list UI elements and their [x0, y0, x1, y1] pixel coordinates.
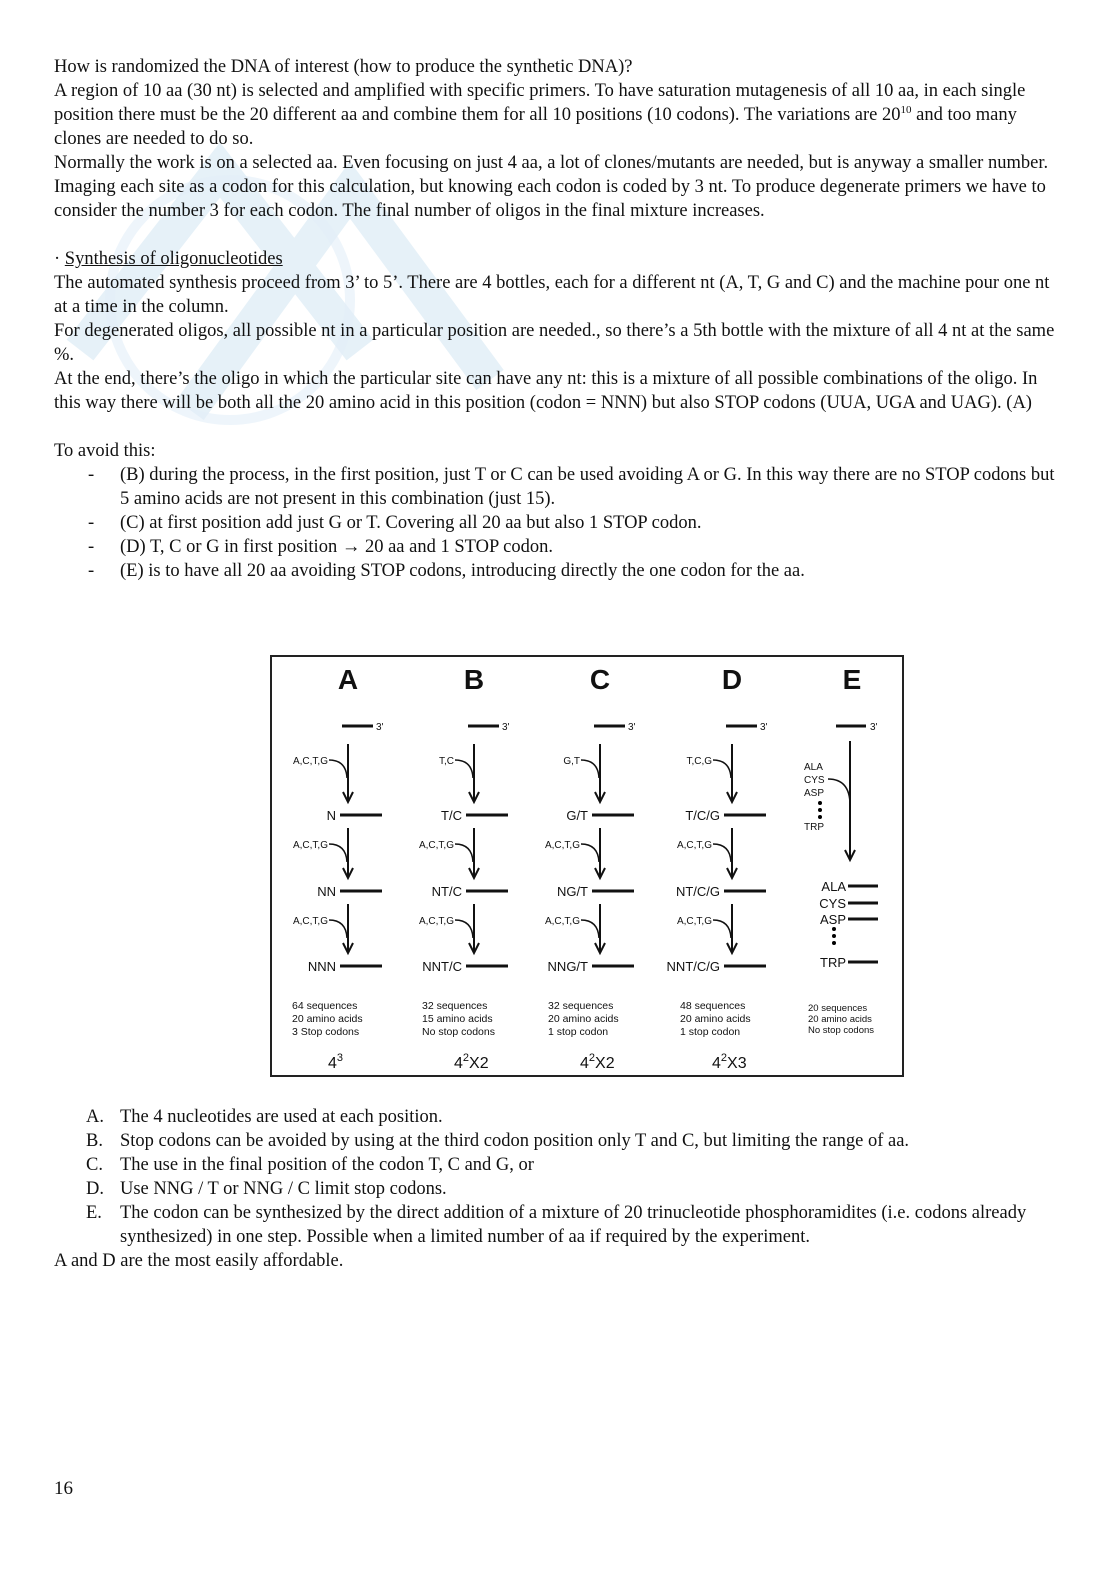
summary-line: 32 sequences [548, 1000, 614, 1012]
intro-paragraph-2: Normally the work is on a selected aa. Even focusing on just 4 aa, a lot of clones/mutants are needed, but is anyway a smaller number. Imaging each site as a codon for this calculation, but knowing each codon is coded by 3 nt. To produce degenerate primers we have to consider the number 3 for each codon. The final number of oligos in the final mixture increases. [54, 153, 1049, 221]
product-label: ALA [821, 879, 846, 894]
legend-list [54, 1105, 1064, 1249]
addition-hook [581, 844, 599, 862]
added-nucleotides-label: G,T [563, 756, 580, 767]
legend-item: B. Stop codons can be avoided by using at the third codon position only T and C, but limiting the range of aa. [86, 1131, 910, 1151]
added-nucleotides-label: A,C,T,G [544, 840, 580, 851]
list-item: - (B) during the process, in the first position, just T or C can be used avoiding A or G. In this way there are no STOP codons but 5 amino acids are not present in this combination (just 15). [120, 463, 1064, 511]
legend-item: C. The use in the final position of the codon T, C and G, or [86, 1155, 534, 1175]
summary-line: 15 amino acids [422, 1013, 493, 1025]
synthesis-paragraph-1: The automated synthesis proceed from 3’ to 5’. There are 4 bottles, each for a different nt (A, T, G and C) and the machine pour one nt at a time in the column. [54, 273, 1050, 317]
legend-item: E. The codon can be synthesized by the direct addition of a mixture of 20 trinucleotide phosphoramidites (i.e. codons already synthesized) in one step. Possible when a limited number of aa if required by the experiment. [86, 1203, 1027, 1247]
ellipsis-dot-icon [832, 941, 836, 945]
ellipsis-dot-icon [818, 801, 822, 805]
product-label: CYS [819, 896, 846, 911]
product-label: NNT/C [422, 959, 462, 974]
addition-hook [581, 920, 599, 938]
summary-line: No stop codons [422, 1026, 495, 1038]
product-label: T/C [441, 808, 462, 823]
avoid-intro: To avoid this: [54, 441, 156, 461]
summary-line: 20 amino acids [680, 1013, 751, 1025]
ellipsis-dot-icon [832, 927, 836, 931]
summary-line: No stop codons [808, 1025, 875, 1036]
oligo-synthesis-figure [270, 655, 904, 1077]
list-item: - (E) is to have all 20 aa avoiding STOP codons, introducing directly the one codon for the aa. [120, 559, 1064, 583]
summary-line: 20 amino acids [548, 1013, 619, 1025]
added-codon-label: CYS [804, 775, 825, 786]
column-letter: A [337, 664, 359, 695]
addition-hook [828, 779, 850, 805]
product-label: NNT/C/G [666, 959, 720, 974]
list-item: - (C) at first position add just G or T. Covering all 20 aa but also 1 STOP codon. [120, 511, 1064, 535]
summary-line: 20 amino acids [808, 1014, 872, 1025]
page-number: 16 [54, 1478, 73, 1499]
product-label: N [326, 808, 336, 823]
formula-label: $4^2X2$ [454, 1052, 489, 1072]
column-letter: B [463, 664, 485, 695]
added-codon-label: TRP [804, 822, 824, 833]
addition-hook [329, 760, 347, 778]
added-nucleotides-label: A,C,T,G [544, 916, 580, 927]
summary-line: 1 stop codon [680, 1026, 741, 1038]
summary-line: 3 Stop codons [292, 1026, 360, 1038]
addition-hook [329, 844, 347, 862]
synthesis-paragraph-3: At the end, there’s the oligo in which the particular site can have any nt: this is a mixture of all possible combinations of the oligo. In this way there will be both all the 20 amino acid in this position (codon = NNN) but also STOP codons (UUA, UGA and UAG). (A) [54, 369, 1038, 413]
addition-hook [713, 760, 731, 778]
figure-legend [54, 1105, 1064, 1273]
added-codon-label: ASP [804, 788, 825, 799]
three-prime-label: 3' [628, 722, 636, 733]
summary-line: 20 sequences [808, 1003, 868, 1014]
legend-item: D. Use NNG / T or NNG / C limit stop codons. [86, 1179, 447, 1199]
product-label: NNN [307, 959, 336, 974]
three-prime-label: 3' [870, 722, 878, 733]
ellipsis-dot-icon [818, 808, 822, 812]
summary-line: 32 sequences [422, 1000, 488, 1012]
three-prime-label: 3' [502, 722, 510, 733]
added-nucleotides-label: A,C,T,G [676, 840, 712, 851]
product-label: ASP [819, 912, 846, 927]
conclusion-text: A and D are the most easily affordable. [54, 1251, 344, 1271]
intro-paragraph-1: A region of 10 aa (30 nt) is selected and amplified with specific primers. To have saturation mutagenesis of all 10 aa, in each single position there must be the 20 different aa and combine them for all 10 positions (10 codons). The variations are $20^{10}$ and too many clones are needed to do so. [54, 81, 1026, 149]
added-nucleotides-label: T,C,G [686, 756, 712, 767]
addition-hook [713, 920, 731, 938]
avoid-list [54, 463, 1064, 583]
added-nucleotides-label: A,C,T,G [676, 916, 712, 927]
synthesis-heading: · Synthesis of oligonucleotides [54, 249, 283, 269]
summary-line: 20 amino acids [292, 1013, 363, 1025]
column-letter: E [842, 664, 862, 695]
product-label: T/C/G [685, 808, 720, 823]
addition-hook [455, 760, 473, 778]
product-label: NNG/T [547, 959, 588, 974]
column-letter: C [589, 664, 611, 695]
legend-item: A. The 4 nucleotides are used at each position. [86, 1107, 443, 1127]
added-nucleotides-label: A,C,T,G [418, 916, 454, 927]
column-letter: D [721, 664, 743, 695]
product-label: NT/C/G [675, 884, 720, 899]
product-label: TRP [820, 955, 846, 970]
three-prime-label: 3' [376, 722, 384, 733]
addition-hook [713, 844, 731, 862]
formula-label: $4^2X2$ [580, 1052, 615, 1072]
addition-hook [329, 920, 347, 938]
summary-line: 64 sequences [292, 1000, 358, 1012]
oligo-synthesis-diagram [272, 657, 902, 1075]
formula-label: $4^3$ [328, 1052, 344, 1072]
intro-question: How is randomized the DNA of interest (how to produce the synthetic DNA)? [54, 57, 633, 77]
ellipsis-dot-icon [818, 815, 822, 819]
added-nucleotides-label: T,C [439, 756, 454, 767]
added-nucleotides-label: A,C,T,G [292, 756, 328, 767]
formula-label: $4^2X3$ [712, 1052, 747, 1072]
summary-line: 48 sequences [680, 1000, 746, 1012]
added-nucleotides-label: A,C,T,G [292, 916, 328, 927]
added-nucleotides-label: A,C,T,G [418, 840, 454, 851]
addition-hook [455, 844, 473, 862]
product-label: G/T [566, 808, 588, 823]
product-label: NN [317, 884, 336, 899]
three-prime-label: 3' [760, 722, 768, 733]
added-nucleotides-label: A,C,T,G [292, 840, 328, 851]
product-label: NT/C [431, 884, 462, 899]
addition-hook [455, 920, 473, 938]
list-item: - (D) T, C or G in first position → 20 aa and 1 STOP codon. [120, 535, 1064, 559]
addition-hook [581, 760, 599, 778]
summary-line: 1 stop codon [548, 1026, 609, 1038]
added-codon-label: ALA [804, 762, 823, 773]
synthesis-paragraph-2: For degenerated oligos, all possible nt in a particular position are needed., so there’s a 5th bottle with the mixture of all 4 nt at the same %. [54, 321, 1055, 365]
product-label: NG/T [556, 884, 588, 899]
ellipsis-dot-icon [832, 934, 836, 938]
intro-section [54, 55, 1064, 583]
